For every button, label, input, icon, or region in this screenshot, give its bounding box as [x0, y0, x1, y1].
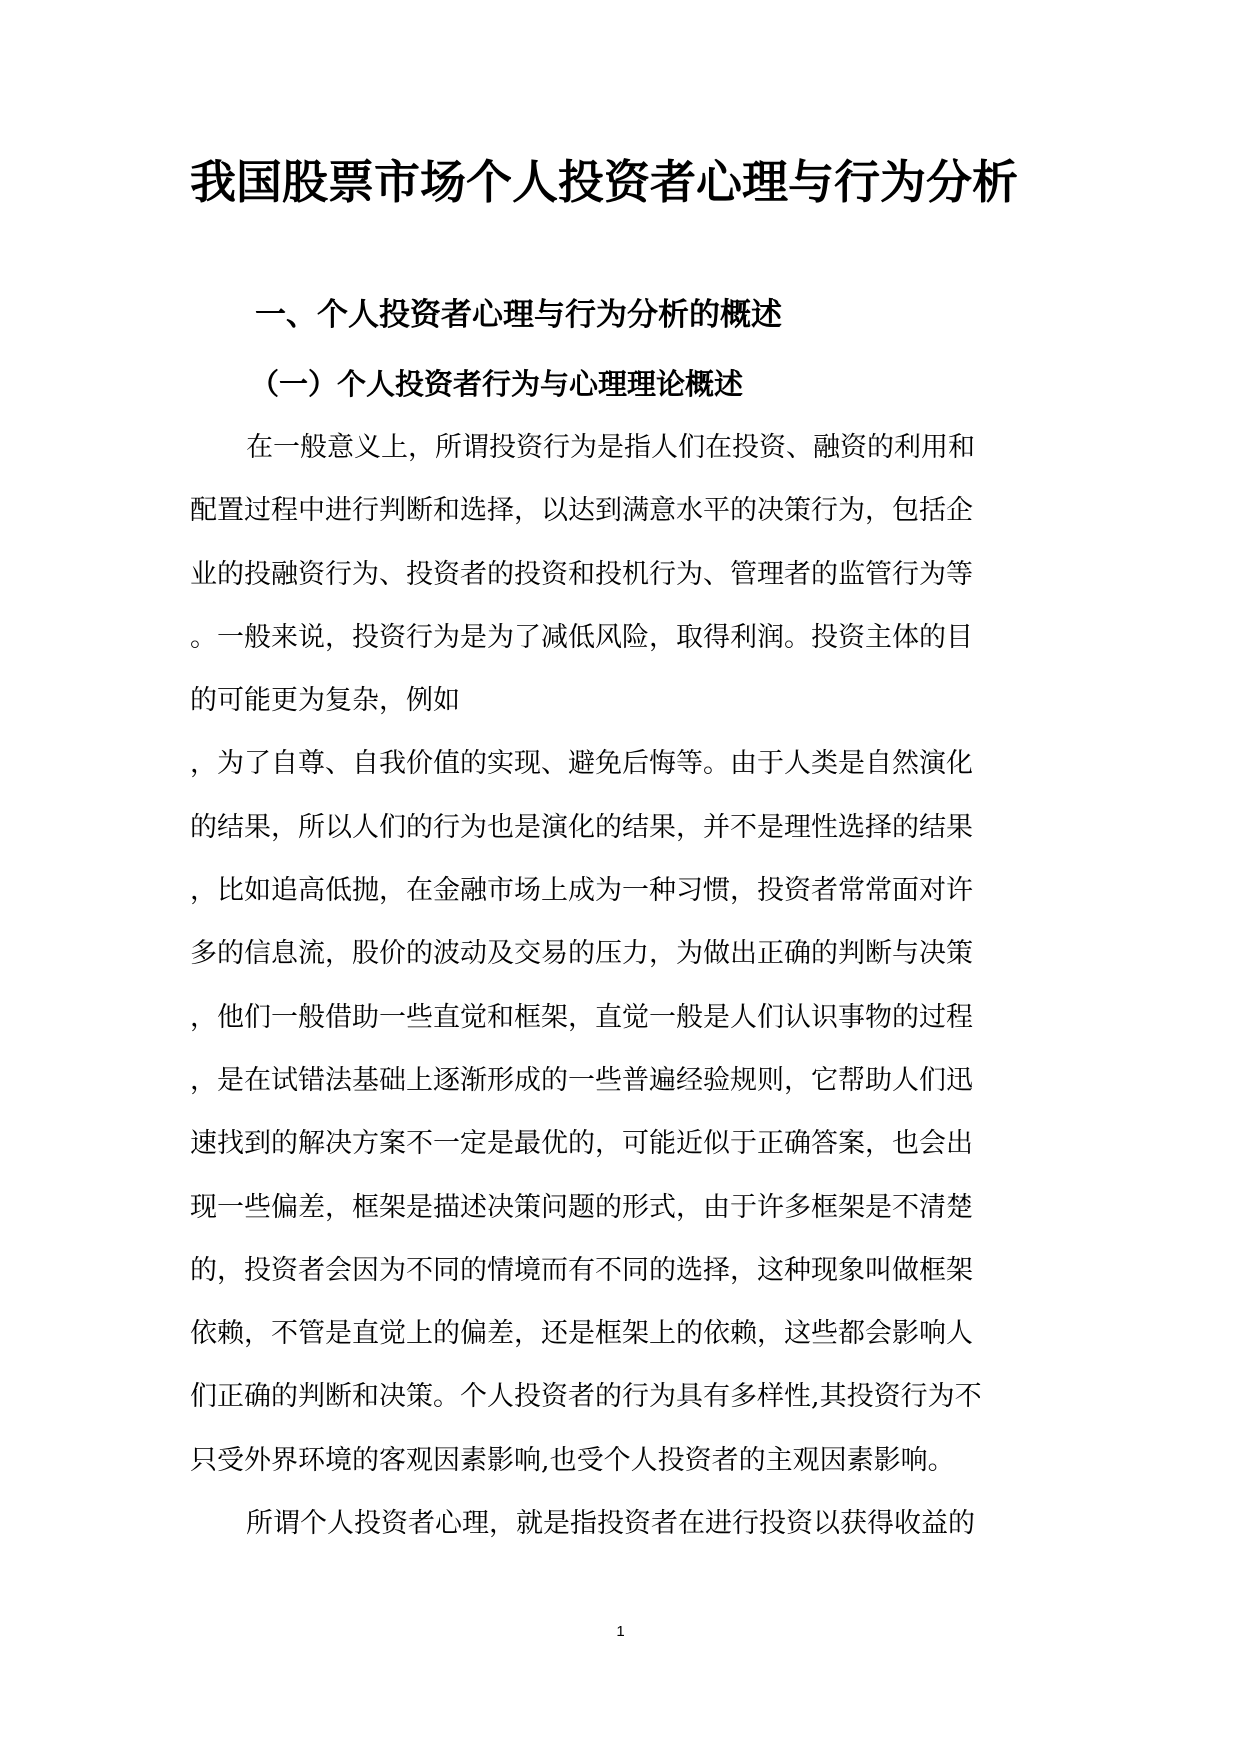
paragraph-line: 们正确的判断和决策。个人投资者的行为具有多样性,其投资行为不 [190, 1381, 982, 1413]
paragraph-line: 只受外界环境的客观因素影响,也受个人投资者的主观因素影响。 [190, 1444, 955, 1476]
paragraph-line: ，为了自尊、自我价值的实现、避免后悔等。由于人类是自然演化 [190, 748, 973, 780]
paragraph-line: 所谓个人投资者心理，就是指投资者在进行投资以获得收益的 [246, 1508, 975, 1540]
paragraph-line: 的结果，所以人们的行为也是演化的结果，并不是理性选择的结果 [190, 811, 973, 843]
paragraph-line: 的，投资者会因为不同的情境而有不同的选择，这种现象叫做框架 [190, 1254, 973, 1286]
paragraph-line: 业的投融资行为、投资者的投资和投机行为、管理者的监管行为等 [190, 558, 973, 590]
paragraph-line: 多的信息流，股价的波动及交易的压力，为做出正确的判断与决策 [190, 938, 973, 970]
subsection-heading: （一）个人投资者行为与心理理论概述 [250, 367, 744, 401]
paragraph-line: 。一般来说，投资行为是为了减低风险，取得利润。投资主体的目 [190, 621, 973, 653]
paragraph-line: 在一般意义上，所谓投资行为是指人们在投资、融资的利用和 [246, 432, 975, 463]
paragraph-line: 现一些偏差，框架是描述决策问题的形式，由于许多框架是不清楚 [190, 1191, 973, 1223]
document-title: 我国股票市场个人投资者心理与行为分析 [190, 155, 1018, 209]
paragraph-line: 的可能更为复杂，例如 [190, 685, 460, 717]
paragraph-line: ，比如追高低抛，在金融市场上成为一种习惯，投资者常常面对许 [190, 875, 973, 907]
paragraph-line: 依赖，不管是直觉上的偏差，还是框架上的依赖，这些都会影响人 [190, 1318, 973, 1350]
section-heading: 一、个人投资者心理与行为分析的概述 [255, 297, 782, 333]
paragraph-line: 速找到的解决方案不一定是最优的，可能近似于正确答案，也会出 [190, 1128, 973, 1160]
paragraph-line: 配置过程中进行判断和选择，以达到满意水平的决策行为，包括企 [190, 495, 973, 527]
paragraph-line: ，他们一般借助一些直觉和框架，直觉一般是人们认识事物的过程 [190, 1001, 973, 1033]
body-text [190, 416, 1070, 1555]
paragraph-line: ，是在试错法基础上逐渐形成的一些普遍经验规则，它帮助人们迅 [190, 1064, 973, 1096]
page-number: 1 [616, 1623, 625, 1640]
